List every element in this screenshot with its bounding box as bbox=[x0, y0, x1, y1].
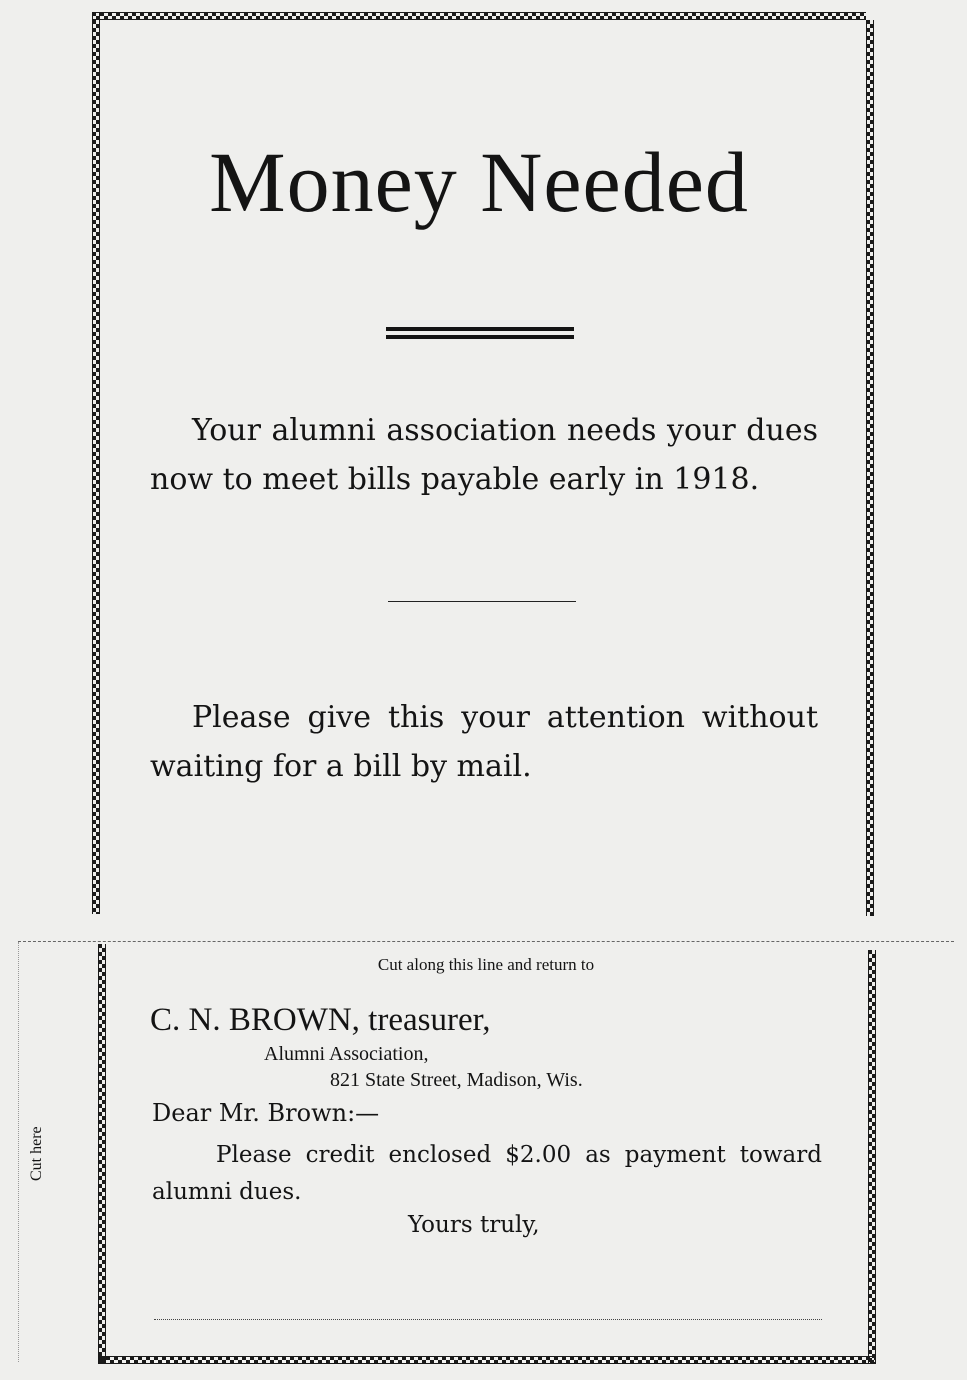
ad-title: Money Needed bbox=[209, 134, 749, 230]
coupon-instruction: Cut along this line and return to bbox=[377, 955, 595, 974]
coupon-address: 821 State Street, Madison, Wis. bbox=[330, 1069, 583, 1091]
coupon-organization: Alumni Association, bbox=[264, 1043, 429, 1065]
thin-rule-divider bbox=[388, 601, 576, 602]
coupon-body: Please credit enclosed $2.00 as payment toward alumni dues. bbox=[152, 1142, 822, 1205]
coupon-recipient: C. N. BROWN, treasurer, bbox=[150, 1002, 491, 1038]
double-rule-divider bbox=[386, 327, 574, 341]
ad-paragraph-attention: Please give this your attention without waiting for a bill by mail. bbox=[150, 700, 818, 784]
coupon-closing: Yours truly, bbox=[408, 1212, 540, 1238]
ad-paragraph-dues: Your alumni association needs your dues now to meet bills payable early in 1918. bbox=[150, 413, 818, 497]
coupon-border-right bbox=[868, 950, 876, 1364]
coupon-border-bottom bbox=[98, 1356, 876, 1364]
cut-line bbox=[18, 941, 954, 942]
cut-here-line bbox=[18, 942, 19, 1362]
coupon-salutation: Dear Mr. Brown:— bbox=[152, 1099, 380, 1127]
signature-line[interactable] bbox=[154, 1319, 822, 1320]
coupon-border-left bbox=[98, 944, 106, 1364]
ad-border-right bbox=[866, 20, 874, 916]
ad-border-top bbox=[92, 12, 866, 20]
cut-here-label: Cut here bbox=[28, 1126, 45, 1181]
